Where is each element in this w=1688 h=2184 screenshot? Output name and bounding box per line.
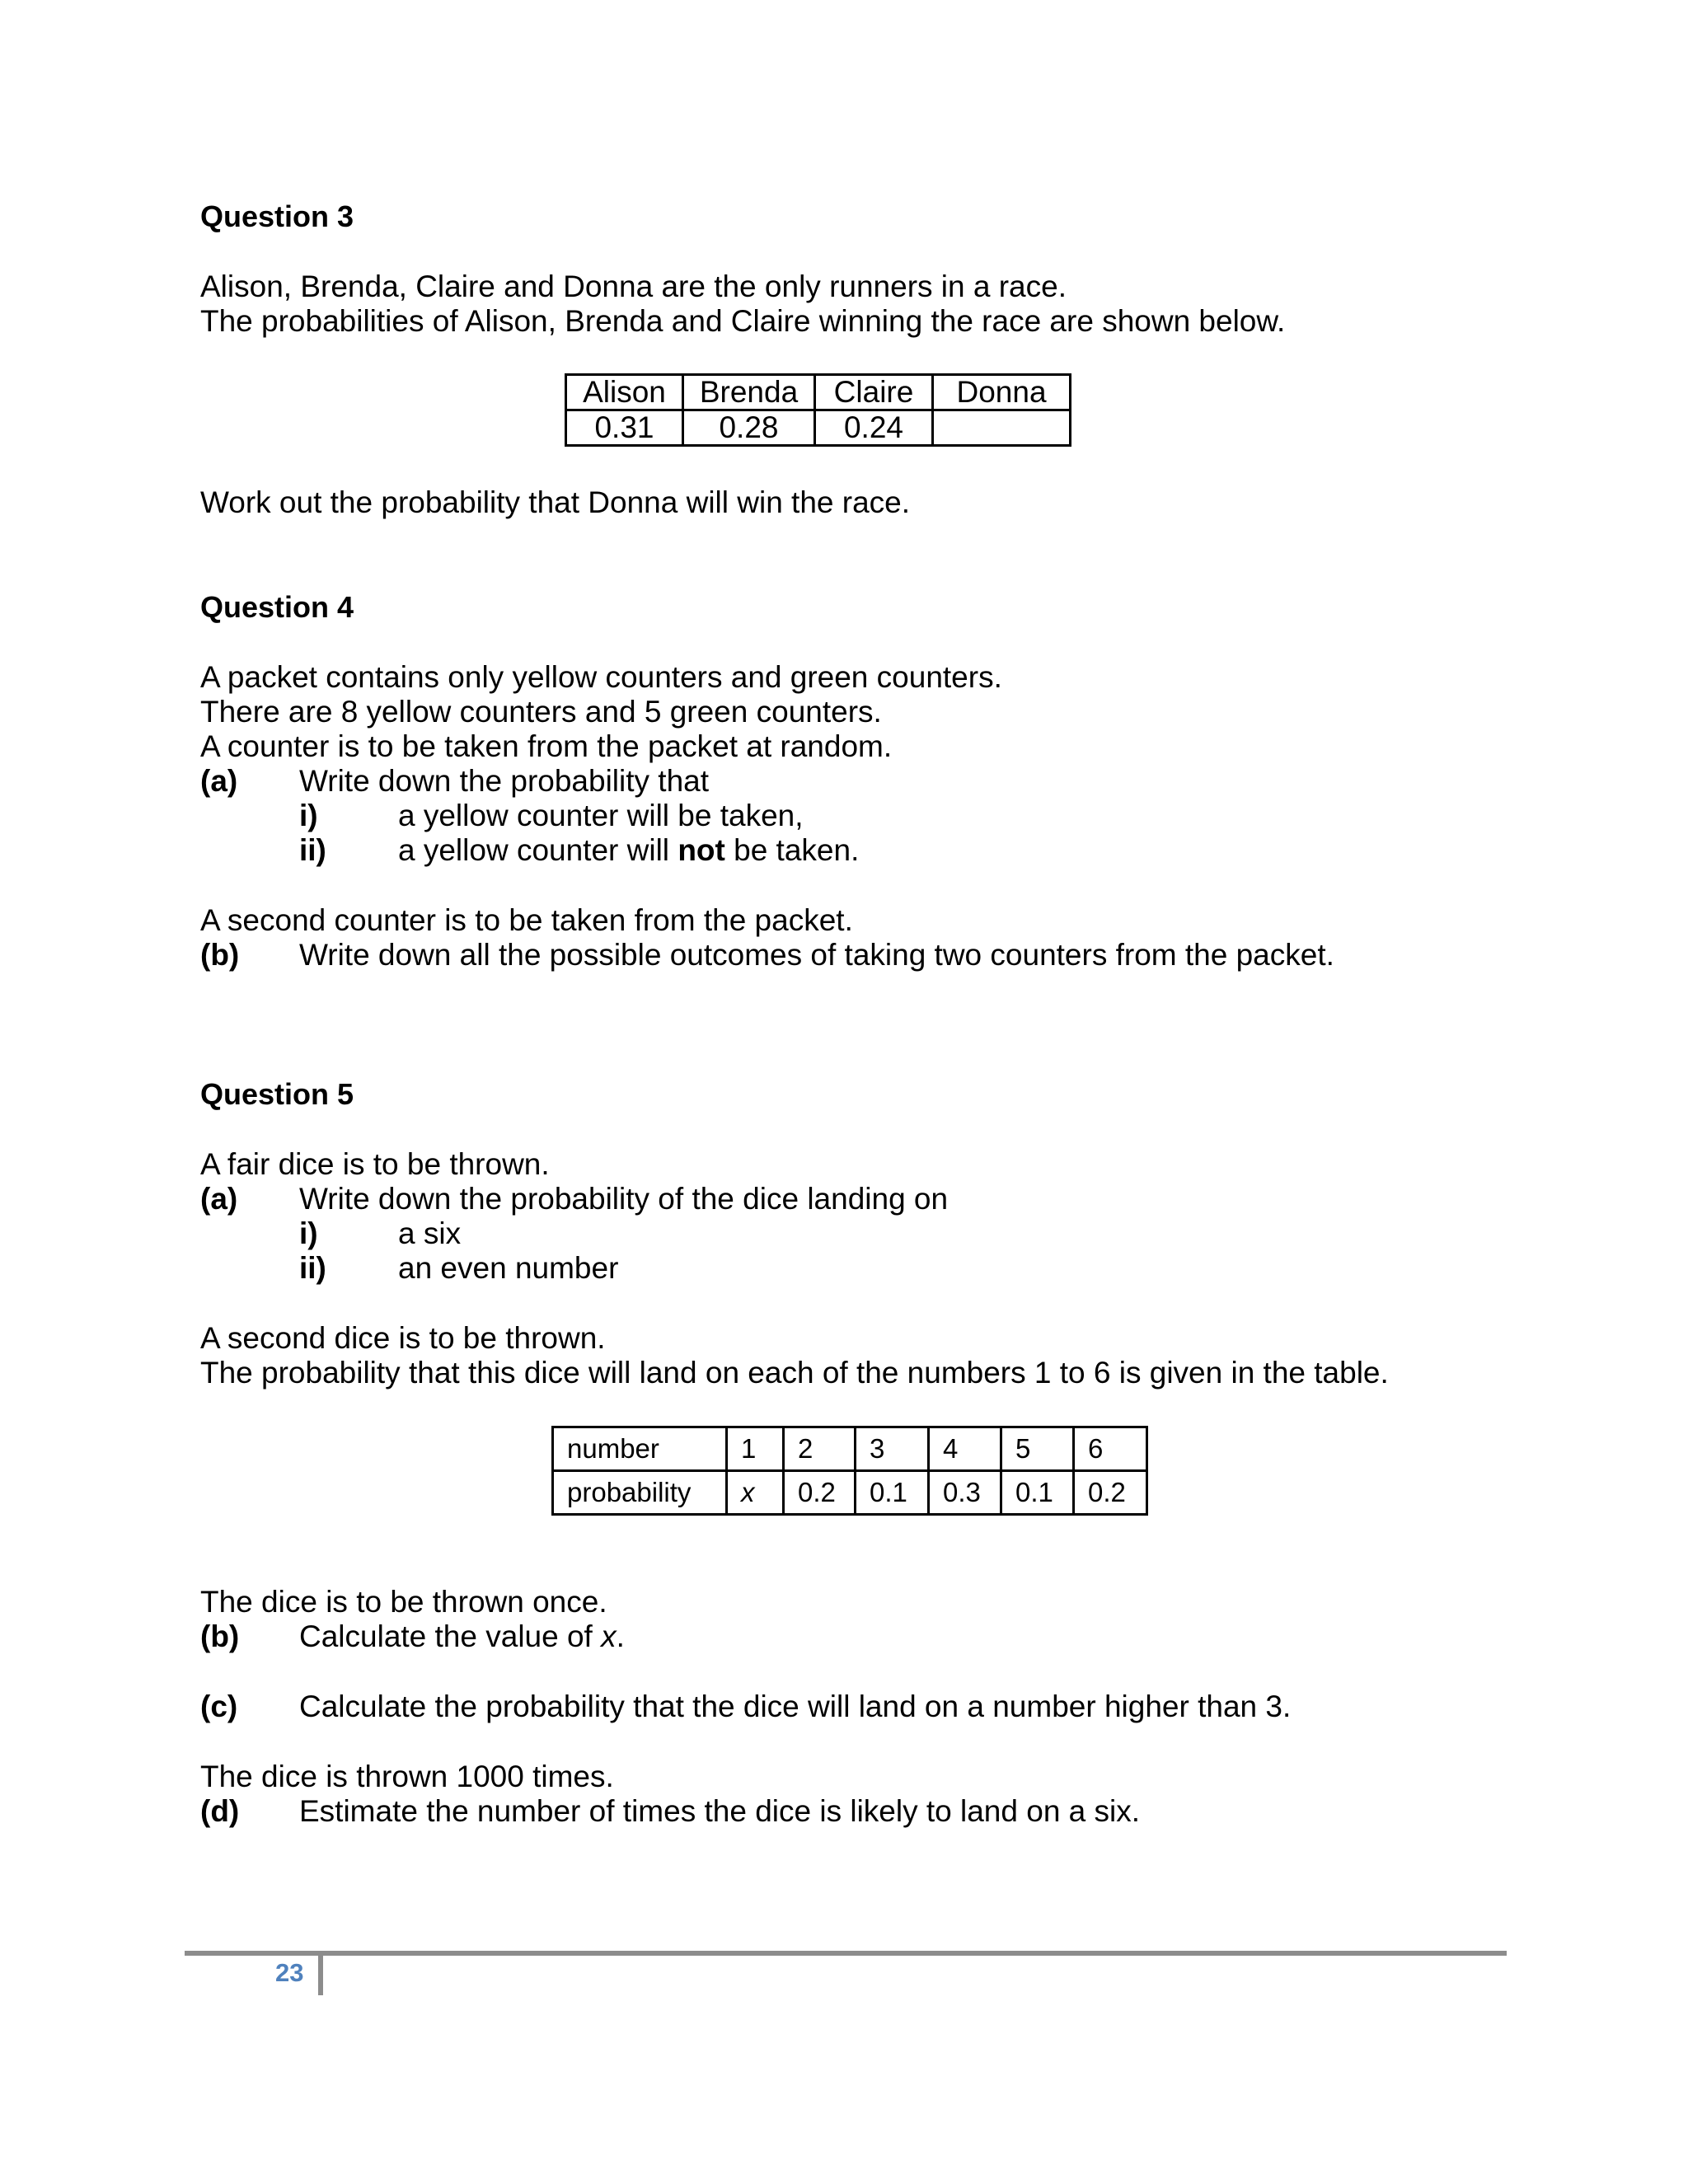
q4-part-a — [200, 764, 1519, 868]
part-text: Estimate the number of times the dice is likely to land on a six. — [299, 1794, 1141, 1828]
part-text: Calculate the probability that the dice will land on a number higher than 3. — [299, 1690, 1292, 1723]
subpart-text: a yellow counter will be taken, — [398, 799, 804, 832]
probability-cell: 0.1 — [856, 1471, 929, 1515]
q4-part-b — [200, 938, 1519, 972]
q5-part-c — [200, 1690, 1519, 1724]
part-label: (b) — [200, 1619, 240, 1653]
number-cell: 2 — [784, 1427, 856, 1471]
subpart-text: a six — [398, 1216, 462, 1250]
q5-second-dice-line-2: The probability that this dice will land on each of the numbers 1 to 6 is given in the table. — [200, 1356, 1389, 1390]
q5-thrown-once: The dice is to be thrown once. — [200, 1585, 607, 1619]
part-text: Write down the probability that — [299, 764, 710, 798]
part-text: Write down the probability of the dice landing on — [299, 1182, 949, 1216]
part-label: (c) — [200, 1690, 238, 1723]
row-label-probability: probability — [553, 1471, 727, 1515]
footer-divider — [318, 1951, 323, 1995]
subpart-label: i) — [299, 799, 318, 832]
question-5-heading: Question 5 — [200, 1077, 354, 1111]
subpart-label: i) — [299, 1216, 318, 1250]
number-cell: 5 — [1001, 1427, 1074, 1471]
table-row — [553, 1427, 1147, 1471]
value-claire: 0.24 — [815, 410, 933, 446]
header-alison: Alison — [566, 375, 683, 410]
page-number: 23 — [275, 1958, 304, 1987]
dice-probability-table — [551, 1426, 1148, 1516]
value-brenda: 0.28 — [683, 410, 815, 446]
probability-cell: 0.3 — [929, 1471, 1001, 1515]
question-4-heading: Question 4 — [200, 590, 354, 624]
part-label: (a) — [200, 1182, 238, 1216]
probability-cell: x — [727, 1471, 784, 1515]
q5-part-b — [200, 1619, 1519, 1654]
variable-x: x — [601, 1619, 617, 1653]
q5-second-dice-line-1: A second dice is to be thrown. — [200, 1321, 606, 1355]
probability-cell: 0.1 — [1001, 1471, 1074, 1515]
value-donna — [933, 410, 1071, 446]
number-cell: 4 — [929, 1427, 1001, 1471]
table-row — [553, 1471, 1147, 1515]
q3-intro-line-1: Alison, Brenda, Claire and Donna are the only runners in a race. — [200, 269, 1067, 303]
subpart-text: an even number — [398, 1251, 619, 1285]
part-text: Calculate the value of x. — [299, 1619, 625, 1653]
q4-intro-line-1: A packet contains only yellow counters and green counters. — [200, 660, 1002, 694]
value-alison: 0.31 — [566, 410, 683, 446]
number-cell: 1 — [727, 1427, 784, 1471]
emphasis-not: not — [678, 833, 725, 867]
row-label-number: number — [553, 1427, 727, 1471]
q5-intro-line: A fair dice is to be thrown. — [200, 1147, 550, 1181]
question-3-heading: Question 3 — [200, 199, 354, 233]
q4-intro-line-3: A counter is to be taken from the packet at random. — [200, 729, 893, 763]
race-probability-table — [565, 373, 1071, 447]
q5-part-a — [200, 1182, 1519, 1286]
q3-task: Work out the probability that Donna will win the race. — [200, 485, 911, 519]
number-cell: 6 — [1074, 1427, 1147, 1471]
table-row — [566, 375, 1071, 410]
q5-part-d — [200, 1794, 1519, 1829]
q4-intro-line-2: There are 8 yellow counters and 5 green counters. — [200, 695, 882, 729]
part-label: (a) — [200, 764, 238, 798]
number-cell: 3 — [856, 1427, 929, 1471]
table-row — [566, 410, 1071, 446]
q5-thrown-1000: The dice is thrown 1000 times. — [200, 1760, 614, 1793]
q4-second-counter: A second counter is to be taken from the packet. — [200, 903, 853, 937]
subpart-label: ii) — [299, 833, 326, 867]
part-label: (b) — [200, 938, 240, 972]
header-donna: Donna — [933, 375, 1071, 410]
subpart-text: a yellow counter will not be taken. — [398, 833, 860, 867]
probability-cell: 0.2 — [1074, 1471, 1147, 1515]
part-text: Write down all the possible outcomes of taking two counters from the packet. — [299, 938, 1334, 972]
subpart-label: ii) — [299, 1251, 326, 1285]
footer-rule — [185, 1951, 1507, 1956]
probability-cell: 0.2 — [784, 1471, 856, 1515]
part-label: (d) — [200, 1794, 240, 1828]
q3-intro-line-2: The probabilities of Alison, Brenda and Claire winning the race are shown below. — [200, 304, 1286, 338]
header-claire: Claire — [815, 375, 933, 410]
header-brenda: Brenda — [683, 375, 815, 410]
